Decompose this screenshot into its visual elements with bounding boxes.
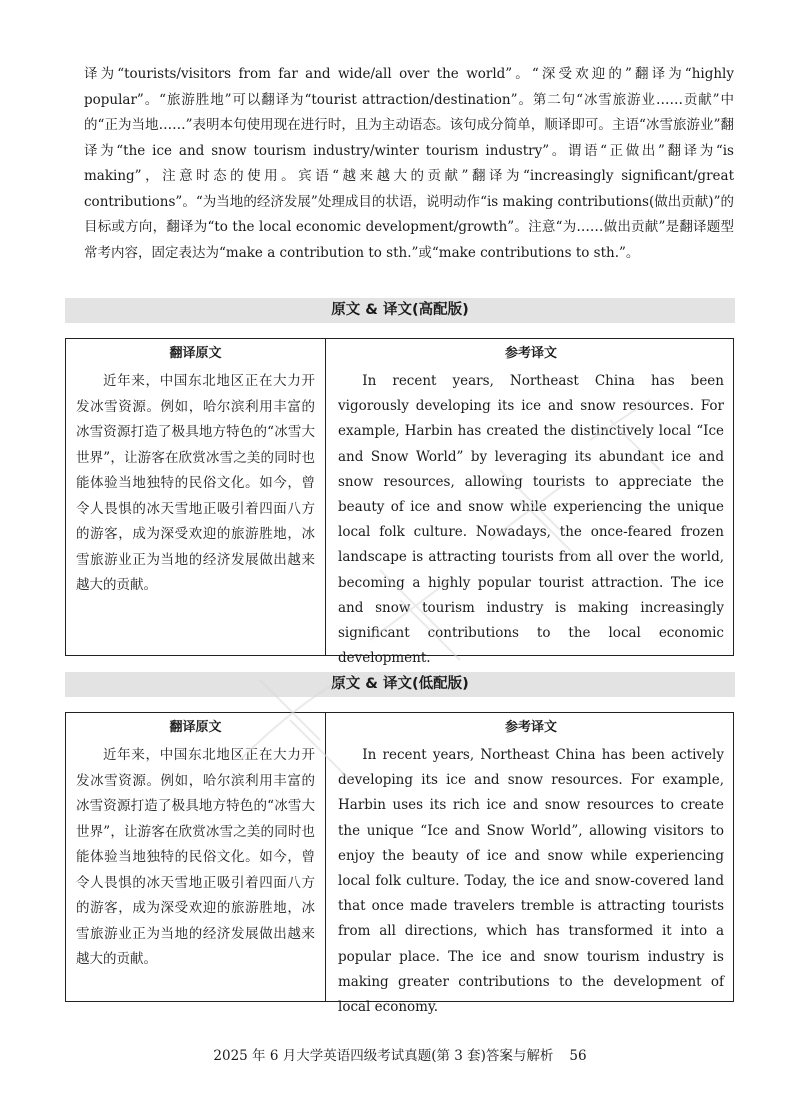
source-header: 翻译原文 (169, 346, 222, 361)
reference-column (326, 713, 733, 1016)
english-translation-text: In recent years, Northeast China has been vigorously developing its ice and snow resources. For example, Harbin has created the distinctively local “Ice and Snow World” by leveraging its abundant ice and snow resources, allowing tourists to appreciate the beauty of ice and snow while experiencing the unique local folk culture. Nowadays, the once-feared frozen landscape is attracting tourists from all over the world, becoming a highly popular tourist attraction. The ice and snow tourism industry is making increasingly significant contributions to the local economic development. (338, 373, 724, 667)
page-footer (0, 1044, 800, 1064)
source-column (66, 713, 326, 1001)
english-translation-text: In recent years, Northeast China has been actively developing its ice and snow resources. For example, Harbin uses its rich ice and snow resources to create the unique “Ice and Snow World”, allowing visitors to enjoy the beauty of ice and snow while experiencing local folk culture. Today, the ice and snow-covered land that once made travelers tremble is attracting tourists from all directions, which has transformed it into a popular place. The ice and snow tourism industry is making greater contributions to the development of local economy. (338, 747, 724, 1016)
source-header: 翻译原文 (169, 720, 222, 735)
section-title-low: 原文 & 译文(低配版) (65, 672, 735, 697)
translation-table-low (65, 712, 734, 1016)
source-column (66, 339, 326, 655)
reference-column (326, 339, 733, 667)
chinese-source-text: 近年来，中国东北地区正在大力开发冰雪资源。例如，哈尔滨利用丰富的冰雪资源打造了极具地方特色的“冰雪大世界”，让游客在欣赏冰雪之美的同时也能体验当地独特的民俗文化。如今，曾令人畏惧的冰天雪地正吸引着四面八方的游客，成为深受欢迎的旅游胜地，冰雪旅游业正为当地的经济发展做出越来越大的贡献。 (76, 373, 315, 593)
reference-header: 参考译文 (504, 720, 557, 735)
reference-header: 参考译文 (504, 346, 557, 361)
chinese-source-text: 近年来，中国东北地区正在大力开发冰雪资源。例如，哈尔滨利用丰富的冰雪资源打造了极具地方特色的“冰雪大世界”，让游客在欣赏冰雪之美的同时也能体验当地独特的民俗文化。如今，曾令人畏惧的冰天雪地正吸引着四面八方的游客，成为深受欢迎的旅游胜地，冰雪旅游业正为当地的经济发展做出越来越大的贡献。 (76, 747, 315, 967)
analysis-intro (84, 62, 734, 266)
intro-paragraph: 译为“tourists/visitors from far and wide/all over the world”。“深受欢迎的”翻译为“highly popular”。“旅游胜地”可以翻译为“tourist attraction/destination”。第二句“冰雪旅游业……贡献”中的“正为当地……”表明本句使用现在进行时，且为主动语态。该句成分简单，顺译即可。主语“冰雪旅游业”翻译为“the ice and snow tourism industry/winter tourism industry”。谓语“正做出”翻译为“is making”，注意时态的使用。宾语“越来越大的贡献”翻译为“increasingly significant/great contributions”。“为当地的经济发展”处理成目的状语，说明动作“is making contributions(做出贡献)”的目标或方向，翻译为“to the local economic development/growth”。注意“为……做出贡献”是翻译题型常考内容，固定表达为“make a contribution to sth.”或“make contributions to sth.”。 (84, 66, 734, 261)
footer-title: 2025 年 6 月大学英语四级考试真题(第 3 套)答案与解析 (213, 1048, 554, 1064)
translation-table-high (65, 338, 734, 667)
section-title-high: 原文 & 译文(高配版) (65, 298, 735, 323)
page-number: 56 (569, 1048, 587, 1064)
